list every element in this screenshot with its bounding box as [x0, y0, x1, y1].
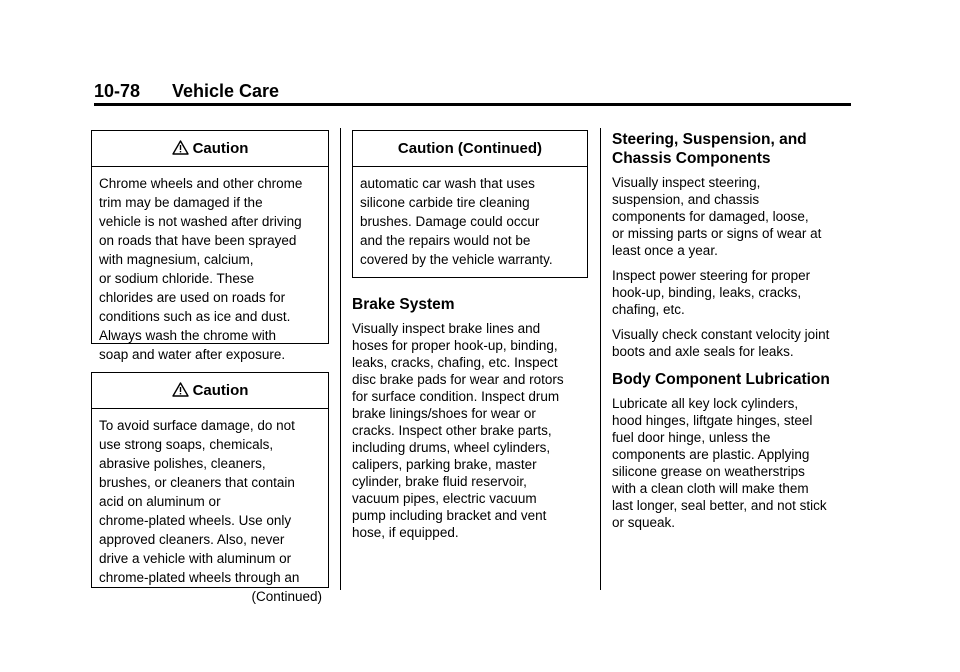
steering-paragraph-2	[612, 267, 856, 318]
text-line: hood hinges, liftgate hinges, steel	[612, 413, 813, 428]
text-line: automatic car wash that uses	[360, 176, 535, 191]
text-line: silicone grease on weatherstrips	[612, 464, 805, 479]
caution-header	[92, 373, 328, 409]
section-title: Vehicle Care	[172, 81, 280, 101]
warning-triangle-icon	[172, 140, 189, 155]
column-3	[612, 130, 856, 539]
text-line: or sodium chloride. These	[99, 271, 255, 286]
text-line: chlorides are used on roads for	[99, 290, 286, 305]
text-line: with magnesium, calcium,	[99, 252, 254, 267]
brake-system-paragraph	[352, 320, 588, 541]
text-line: or missing parts or signs of wear at	[612, 226, 822, 241]
brake-system-heading: Brake System	[352, 296, 455, 313]
text-line: including drums, wheel cylinders,	[352, 440, 551, 455]
caution-title: Caution	[192, 382, 249, 399]
continued-label: (Continued)	[251, 589, 322, 604]
text-line: on roads that have been sprayed	[99, 233, 297, 248]
text-line: vacuum pipes, electric vacuum	[352, 491, 537, 506]
page-header	[94, 80, 851, 106]
text-line: use strong soaps, chemicals,	[99, 437, 274, 452]
text-line: covered by the vehicle warranty.	[360, 252, 553, 267]
text-line: and the repairs would not be	[360, 233, 531, 248]
body-lubrication-paragraph	[612, 395, 856, 531]
text-line: hose, if equipped.	[352, 525, 459, 540]
heading-line: Steering, Suspension, and	[612, 131, 807, 148]
text-line: hoses for proper hook-up, binding,	[352, 338, 558, 353]
text-line: suspension, and chassis	[612, 192, 760, 207]
text-line: brushes, or cleaners that contain	[99, 475, 295, 490]
steering-heading	[612, 130, 856, 168]
text-line: chrome-plated wheels. Use only	[99, 513, 292, 528]
text-line: drive a vehicle with aluminum or	[99, 551, 292, 566]
text-line: vehicle is not washed after driving	[99, 214, 302, 229]
text-line: To avoid surface damage, do not	[99, 418, 295, 433]
text-line: last longer, seal better, and not stick	[612, 498, 827, 513]
text-line: Always wash the chrome with	[99, 328, 277, 343]
text-line: chafing, etc.	[612, 302, 685, 317]
text-line: silicone carbide tire cleaning	[360, 195, 530, 210]
text-line: Lubricate all key lock cylinders,	[612, 396, 799, 411]
caution-header	[92, 131, 328, 167]
text-line: trim may be damaged if the	[99, 195, 263, 210]
text-line: approved cleaners. Also, never	[99, 532, 285, 547]
text-line: components for damaged, loose,	[612, 209, 809, 224]
text-line: cylinder, brake fluid reservoir,	[352, 474, 527, 489]
text-line: for surface condition. Inspect drum	[352, 389, 560, 404]
caution-box-continued	[352, 130, 588, 278]
text-line: fuel door hinge, unless the	[612, 430, 771, 445]
text-line: pump including bracket and vent	[352, 508, 547, 523]
column-2	[352, 130, 588, 549]
caution-text	[92, 409, 328, 614]
text-line: brake linings/shoes for wear or	[352, 406, 536, 421]
column-divider	[340, 128, 341, 590]
text-line: chrome-plated wheels through an	[99, 570, 300, 585]
text-line: soap and water after exposure.	[99, 347, 286, 362]
caution-box-chrome	[91, 130, 329, 362]
heading-line: Chassis Components	[612, 150, 771, 167]
caution-text	[353, 167, 587, 277]
column-divider	[600, 128, 601, 590]
text-line: disc brake pads for wear and rotors	[352, 372, 564, 387]
text-line: Chrome wheels and other chrome	[99, 176, 303, 191]
text-line: Visually inspect brake lines and	[352, 321, 541, 336]
text-line: calipers, parking brake, master	[352, 457, 537, 472]
text-line: brushes. Damage could occur	[360, 214, 540, 229]
text-line: least once a year.	[612, 243, 718, 258]
caution-title: Caution	[192, 140, 249, 157]
body-lubrication-heading: Body Component Lubrication	[612, 371, 830, 388]
warning-triangle-icon	[172, 382, 189, 397]
column-1	[91, 130, 329, 604]
text-line: leaks, cracks, chafing, etc. Inspect	[352, 355, 558, 370]
caution-header: Caution (Continued)	[353, 131, 587, 167]
page-number: 10-78	[94, 81, 141, 101]
text-line: boots and axle seals for leaks.	[612, 344, 794, 359]
text-line: cracks. Inspect other brake parts,	[352, 423, 552, 438]
text-line: acid on aluminum or	[99, 494, 221, 509]
text-line: conditions such as ice and dust.	[99, 309, 291, 324]
text-line: or squeak.	[612, 515, 676, 530]
caution-box-wheels	[91, 372, 329, 604]
text-line: components are plastic. Applying	[612, 447, 810, 462]
text-line: Inspect power steering for proper	[612, 268, 811, 283]
text-line: hook-up, binding, leaks, cracks,	[612, 285, 802, 300]
steering-paragraph-3	[612, 326, 856, 360]
caution-text	[92, 167, 328, 372]
steering-paragraph-1	[612, 174, 856, 259]
text-line: Visually inspect steering,	[612, 175, 761, 190]
text-line: abrasive polishes, cleaners,	[99, 456, 266, 471]
text-line: with a clean cloth will make them	[612, 481, 809, 496]
text-line: Visually check constant velocity joint	[612, 327, 830, 342]
